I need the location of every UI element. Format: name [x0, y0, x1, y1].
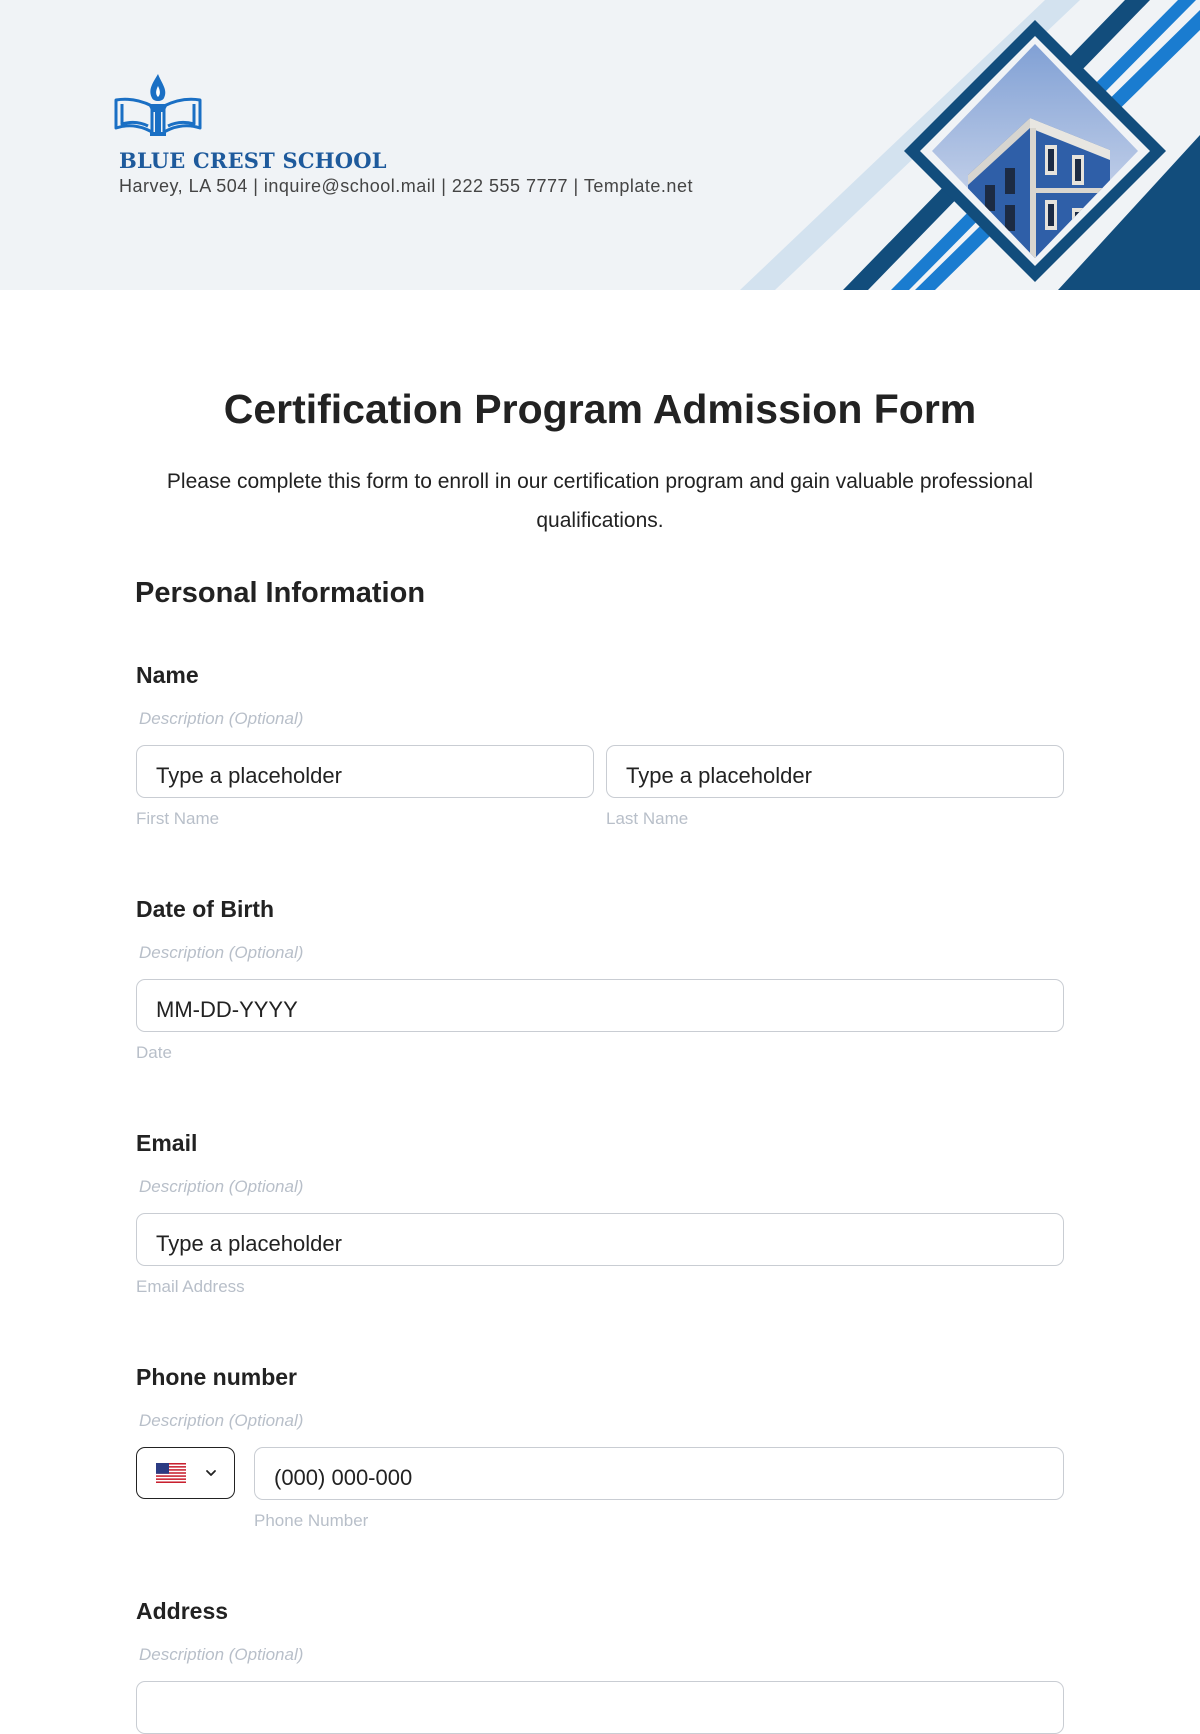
- school-name: BLUE CREST SCHOOL: [119, 148, 387, 173]
- phone-description: Description (Optional): [139, 1411, 304, 1430]
- address-description: Description (Optional): [139, 1645, 304, 1664]
- phone-sublabel: Phone Number: [254, 1511, 369, 1530]
- form-title: Certification Program Admission Form: [223, 386, 977, 432]
- first-name-input[interactable]: Type a placeholder: [136, 745, 594, 798]
- section-title-personal-information: Personal Information: [135, 577, 426, 609]
- chevron-down-icon: [204, 1466, 218, 1480]
- dob-description: Description (Optional): [139, 943, 304, 962]
- email-input[interactable]: Type a placeholder: [136, 1213, 1064, 1266]
- phone-input[interactable]: (000) 000-000: [254, 1447, 1064, 1500]
- dob-input[interactable]: MM-DD-YYYY: [136, 979, 1064, 1032]
- name-description: Description (Optional): [139, 709, 304, 728]
- school-logo-icon: [112, 70, 204, 142]
- country-code-select[interactable]: [136, 1447, 235, 1499]
- email-description: Description (Optional): [139, 1177, 304, 1196]
- email-label: Email: [136, 1130, 198, 1156]
- dob-sublabel: Date: [136, 1043, 172, 1062]
- header-decoration: [0, 0, 1200, 290]
- school-contact-info: Harvey, LA 504 | inquire@school.mail | 222 555 7777 | Template.net: [119, 176, 693, 196]
- address-label: Address: [136, 1598, 229, 1624]
- name-label: Name: [136, 662, 199, 688]
- email-sublabel: Email Address: [136, 1277, 245, 1296]
- first-name-sublabel: First Name: [136, 809, 220, 828]
- page-header: [0, 0, 1200, 290]
- phone-label: Phone number: [136, 1364, 298, 1390]
- last-name-sublabel: Last Name: [606, 809, 689, 828]
- address-input[interactable]: [136, 1681, 1064, 1734]
- last-name-input[interactable]: Type a placeholder: [606, 745, 1064, 798]
- us-flag-icon: [156, 1463, 186, 1483]
- form-intro: Please complete this form to enroll in our certification program and gain valuable professional qualifications.: [166, 470, 1034, 532]
- dob-label: Date of Birth: [136, 896, 274, 922]
